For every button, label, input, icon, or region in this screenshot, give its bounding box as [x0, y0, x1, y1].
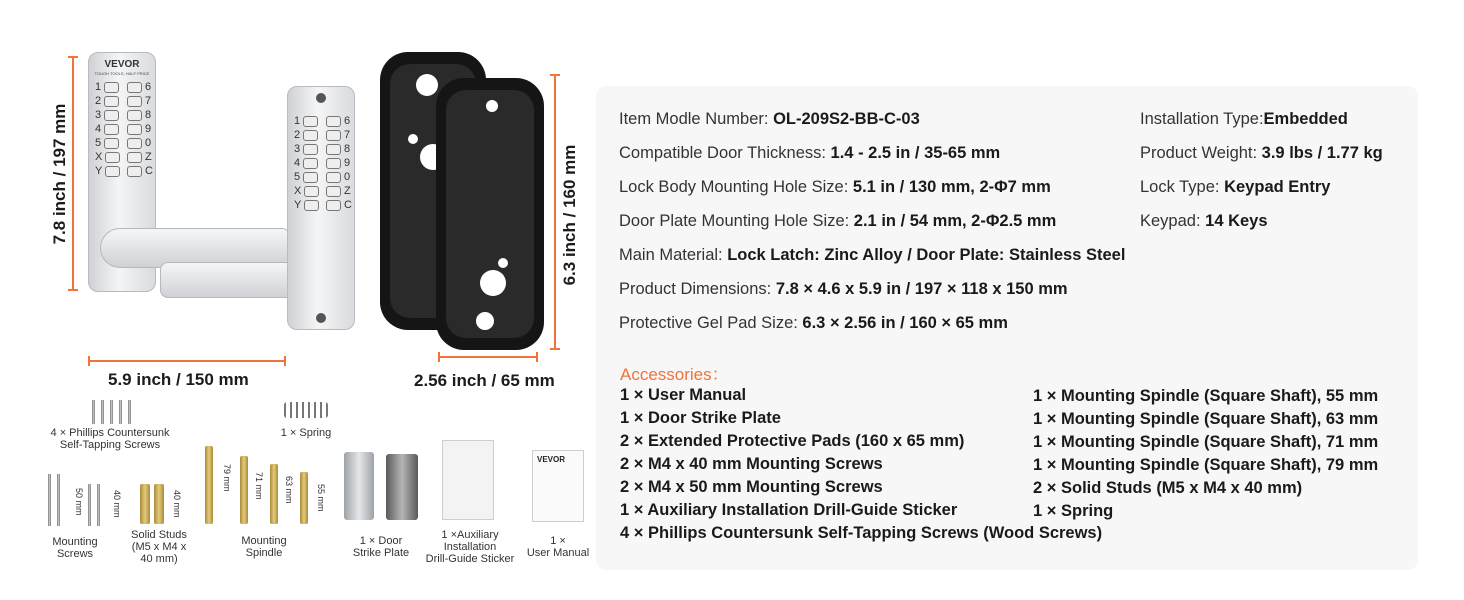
accessory-item: 1 × Door Strike Plate: [620, 409, 781, 427]
key: 3: [95, 109, 121, 121]
key: 8: [326, 143, 352, 155]
spring-image: [284, 402, 328, 418]
accessory-item: 2 × M4 x 40 mm Mounting Screws: [620, 455, 883, 473]
stud-length: 40 mm: [172, 490, 182, 518]
spec-installation-type: Installation Type:Embedded: [1140, 110, 1348, 128]
accessory-item: 2 × Solid Studs (M5 x M4 x 40 mm): [1033, 479, 1303, 497]
key: Z: [127, 151, 153, 163]
drill-guide-sticker-image: [442, 440, 494, 520]
key: 8: [127, 109, 153, 121]
key: Z: [326, 185, 352, 197]
key: 2: [95, 95, 121, 107]
key: 6: [127, 81, 153, 93]
accessory-item: 1 × Mounting Spindle (Square Shaft), 63 mm: [1033, 410, 1379, 428]
accessory-item: 1 × Mounting Spindle (Square Shaft), 79 mm: [1033, 456, 1379, 474]
key: X: [95, 151, 121, 163]
user-manual-label: 1 × User Manual: [526, 535, 590, 559]
key: 0: [127, 137, 153, 149]
spec-model-number: Item Modle Number: OL-209S2-BB-C-03: [619, 110, 920, 128]
user-manual-image: [532, 450, 584, 522]
accessory-item: 1 × Mounting Spindle (Square Shaft), 55 mm: [1033, 387, 1379, 405]
mounting-hole-bottom: [316, 313, 326, 323]
key: 3: [294, 143, 320, 155]
solid-studs-label: Solid Studs (M5 x M4 x 40 mm): [131, 529, 187, 565]
screw-length-50: 50 mm: [74, 488, 84, 516]
key: 0: [326, 171, 352, 183]
rear-keypad: [294, 115, 352, 211]
spec-keypad: Keypad: 14 Keys: [1140, 212, 1268, 230]
protective-gel-pad-front: [436, 78, 544, 350]
accessory-item: 4 × Phillips Countersunk Self-Tapping Screws (Wood Screws): [620, 524, 1103, 542]
spec-product-weight: Product Weight: 3.9 lbs / 1.77 kg: [1140, 144, 1383, 162]
spec-lock-body-hole: Lock Body Mounting Hole Size: 5.1 in / 130 mm, 2-Φ7 mm: [619, 178, 1051, 196]
accessory-item: 2 × M4 x 50 mm Mounting Screws: [620, 478, 883, 496]
accessories-title: Accessories：: [620, 365, 729, 384]
screw-length-40: 40 mm: [112, 490, 122, 518]
key: 7: [127, 95, 153, 107]
width-dimension-label: 5.9 inch / 150 mm: [108, 370, 249, 389]
key: 2: [294, 129, 320, 141]
key: 7: [326, 129, 352, 141]
key: C: [326, 199, 352, 211]
key: 5: [95, 137, 121, 149]
accessory-item: 1 × Spring: [1033, 502, 1114, 520]
accessory-item: 1 × Auxiliary Installation Drill-Guide Sticker: [620, 501, 958, 519]
front-keypad: [95, 81, 153, 177]
brand-tagline: TOUGH TOOLS, HALF PRICE: [94, 71, 150, 76]
spec-door-thickness: Compatible Door Thickness: 1.4 - 2.5 in / 35-65 mm: [619, 144, 1001, 162]
spec-door-plate-hole: Door Plate Mounting Hole Size: 2.1 in / 54 mm, 2-Φ2.5 mm: [619, 212, 1057, 230]
key: 9: [127, 123, 153, 135]
accessory-item: 1 × Mounting Spindle (Square Shaft), 71 mm: [1033, 433, 1379, 451]
phillips-screws-label: 4 × Phillips Countersunk Self-Tapping Screws: [50, 427, 170, 451]
mounting-spindle-label: Mounting Spindle: [241, 535, 287, 559]
spindle-length-79: 79 mm: [222, 464, 232, 492]
key: 1: [294, 115, 320, 127]
brand-logo: VEVOR: [104, 59, 140, 70]
key: 4: [294, 157, 320, 169]
spindle-length-63: 63 mm: [284, 476, 294, 504]
height-dimension-label: 7.8 inch / 197 mm: [50, 103, 69, 245]
drill-sticker-label: 1 ×Auxiliary Installation Drill-Guide Sticker: [425, 529, 515, 565]
strike-plate-label: 1 × Door Strike Plate: [352, 535, 410, 559]
key: Y: [95, 165, 121, 177]
pad-height-dimension-label: 6.3 inch / 160 mm: [560, 144, 579, 286]
accessory-item: 2 × Extended Protective Pads (160 x 65 mm): [620, 432, 965, 450]
key: C: [127, 165, 153, 177]
spindle-length-71: 71 mm: [254, 472, 264, 500]
spec-lock-type: Lock Type: Keypad Entry: [1140, 178, 1331, 196]
mounting-hole-top: [316, 93, 326, 103]
pad-width-dimension-label: 2.56 inch / 65 mm: [414, 371, 555, 390]
key: Y: [294, 199, 320, 211]
key: 9: [326, 157, 352, 169]
spec-main-material: Main Material: Lock Latch: Zinc Alloy / Door Plate: Stainless Steel: [619, 246, 1126, 264]
key: 4: [95, 123, 121, 135]
key: X: [294, 185, 320, 197]
key: 1: [95, 81, 121, 93]
spindle-length-55: 55 mm: [316, 484, 326, 512]
spring-label: 1 × Spring: [280, 427, 332, 439]
key: 5: [294, 171, 320, 183]
mounting-screws-label: Mounting Screws: [52, 536, 98, 560]
spec-product-dimensions: Product Dimensions: 7.8 × 4.6 x 5.9 in / 197 × 118 x 150 mm: [619, 280, 1068, 298]
manual-logo: VEVOR: [537, 455, 566, 464]
accessory-item: 1 × User Manual: [620, 386, 747, 404]
spec-gel-pad-size: Protective Gel Pad Size: 6.3 × 2.56 in / 160 × 65 mm: [619, 314, 1008, 332]
key: 6: [326, 115, 352, 127]
rear-lock-body: [287, 86, 355, 330]
